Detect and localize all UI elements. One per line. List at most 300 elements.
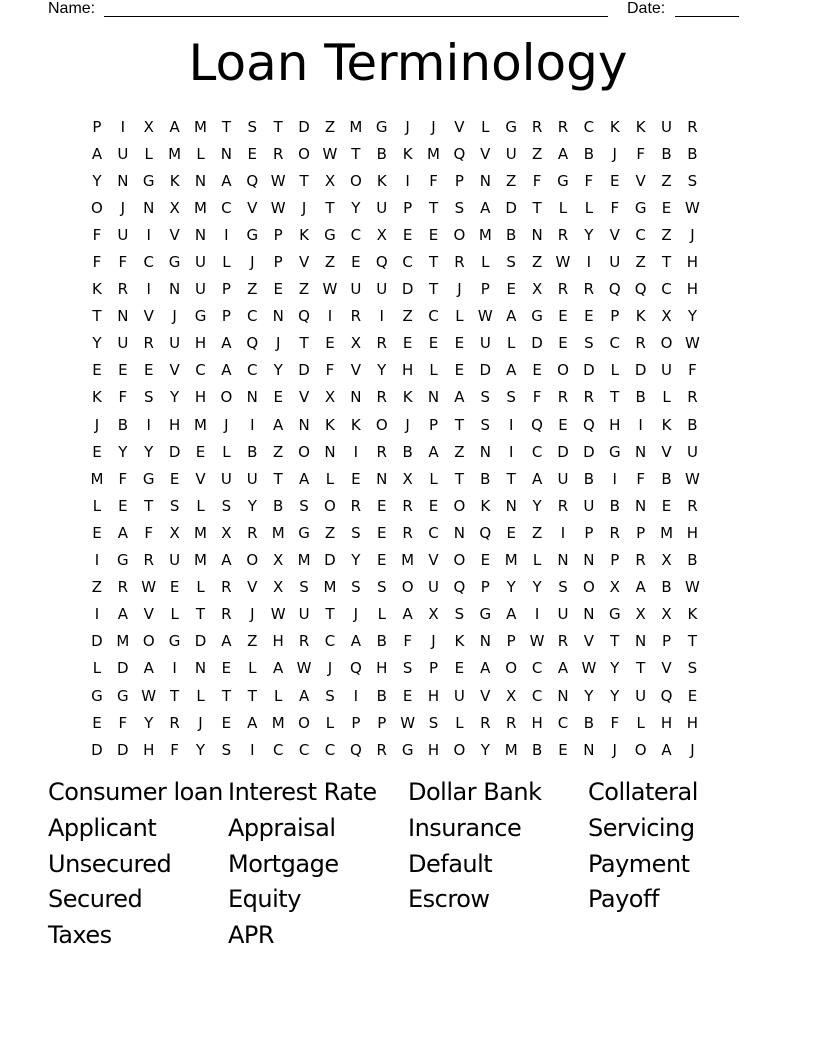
- grid-letter[interactable]: U: [298, 605, 310, 624]
- grid-letter[interactable]: D: [117, 659, 129, 678]
- grid-letter[interactable]: J: [353, 605, 359, 624]
- grid-letter[interactable]: P: [273, 253, 283, 272]
- grid-letter[interactable]: U: [557, 469, 569, 488]
- grid-letter[interactable]: V: [661, 659, 672, 678]
- grid-letter[interactable]: A: [169, 117, 180, 136]
- grid-letter[interactable]: T: [687, 632, 698, 651]
- grid-letter[interactable]: U: [117, 144, 129, 163]
- grid-letter[interactable]: P: [92, 117, 102, 136]
- grid-letter[interactable]: R: [687, 496, 698, 515]
- grid-letter[interactable]: N: [220, 144, 233, 163]
- grid-letter[interactable]: W: [141, 578, 157, 597]
- grid-letter[interactable]: N: [298, 415, 310, 434]
- grid-letter[interactable]: W: [555, 253, 571, 272]
- grid-letter[interactable]: O: [453, 496, 466, 515]
- grid-letter[interactable]: M: [194, 523, 207, 542]
- grid-letter[interactable]: E: [273, 280, 283, 299]
- grid-letter[interactable]: R: [143, 551, 154, 570]
- grid-letter[interactable]: I: [146, 280, 151, 299]
- grid-letter[interactable]: Q: [246, 334, 259, 353]
- grid-letter[interactable]: Y: [584, 225, 594, 244]
- grid-letter[interactable]: U: [169, 551, 181, 570]
- grid-letter[interactable]: M: [194, 117, 207, 136]
- grid-letter[interactable]: E: [480, 551, 491, 570]
- grid-letter[interactable]: L: [610, 361, 619, 380]
- grid-letter[interactable]: F: [118, 469, 128, 488]
- grid-letter[interactable]: F: [92, 225, 102, 244]
- grid-letter[interactable]: Z: [531, 523, 543, 542]
- grid-letter[interactable]: E: [428, 334, 439, 353]
- grid-letter[interactable]: P: [636, 523, 646, 542]
- grid-letter[interactable]: S: [454, 605, 465, 624]
- grid-letter[interactable]: O: [453, 740, 466, 759]
- grid-letter[interactable]: Q: [608, 280, 621, 299]
- grid-letter[interactable]: E: [221, 659, 232, 678]
- grid-letter[interactable]: T: [325, 198, 335, 217]
- grid-letter[interactable]: I: [120, 117, 126, 136]
- grid-letter[interactable]: S: [687, 659, 698, 678]
- grid-letter[interactable]: X: [428, 605, 439, 624]
- grid-letter[interactable]: T: [170, 686, 180, 705]
- grid-letter[interactable]: V: [428, 551, 439, 570]
- grid-letter[interactable]: R: [169, 713, 180, 732]
- grid-letter[interactable]: C: [583, 117, 595, 136]
- grid-letter[interactable]: Z: [661, 171, 672, 190]
- grid-letter[interactable]: T: [221, 117, 231, 136]
- grid-letter[interactable]: Y: [144, 713, 154, 732]
- grid-letter[interactable]: U: [428, 578, 440, 597]
- grid-letter[interactable]: A: [117, 523, 128, 542]
- grid-letter[interactable]: I: [250, 740, 255, 759]
- grid-letter[interactable]: Z: [661, 225, 672, 244]
- grid-letter[interactable]: B: [635, 388, 646, 407]
- grid-letter[interactable]: P: [377, 713, 387, 732]
- grid-letter[interactable]: R: [221, 578, 232, 597]
- grid-letter[interactable]: S: [584, 334, 594, 353]
- name-blank-line[interactable]: [104, 16, 608, 17]
- grid-letter[interactable]: E: [92, 361, 102, 380]
- grid-letter[interactable]: E: [584, 307, 594, 326]
- grid-letter[interactable]: J: [172, 307, 177, 326]
- grid-letter[interactable]: E: [687, 686, 698, 705]
- grid-letter[interactable]: C: [350, 225, 362, 244]
- grid-letter[interactable]: A: [247, 713, 258, 732]
- grid-letter[interactable]: B: [687, 551, 698, 570]
- grid-letter[interactable]: B: [687, 415, 698, 434]
- grid-letter[interactable]: B: [609, 496, 620, 515]
- grid-letter[interactable]: L: [481, 253, 490, 272]
- grid-letter[interactable]: E: [558, 307, 568, 326]
- grid-letter[interactable]: N: [583, 605, 595, 624]
- grid-letter[interactable]: H: [686, 523, 699, 542]
- grid-letter[interactable]: A: [506, 361, 517, 380]
- grid-letter[interactable]: D: [298, 117, 310, 136]
- grid-letter[interactable]: A: [273, 415, 284, 434]
- grid-letter[interactable]: F: [610, 198, 620, 217]
- grid-letter[interactable]: G: [194, 307, 207, 326]
- grid-letter[interactable]: S: [428, 713, 439, 732]
- grid-letter[interactable]: L: [222, 253, 231, 272]
- grid-letter[interactable]: M: [194, 551, 207, 570]
- grid-letter[interactable]: O: [453, 551, 466, 570]
- grid-letter[interactable]: E: [558, 740, 568, 759]
- grid-letter[interactable]: T: [299, 334, 309, 353]
- grid-letter[interactable]: U: [479, 334, 491, 353]
- grid-letter[interactable]: B: [583, 713, 595, 732]
- grid-letter[interactable]: G: [401, 740, 414, 759]
- grid-letter[interactable]: W: [477, 307, 493, 326]
- grid-letter[interactable]: P: [403, 198, 413, 217]
- grid-letter[interactable]: A: [221, 551, 232, 570]
- grid-letter[interactable]: E: [92, 442, 102, 461]
- grid-letter[interactable]: R: [221, 605, 232, 624]
- grid-letter[interactable]: N: [479, 442, 491, 461]
- grid-letter[interactable]: I: [586, 253, 592, 272]
- grid-letter[interactable]: G: [324, 225, 336, 244]
- grid-letter[interactable]: W: [685, 334, 700, 353]
- grid-letter[interactable]: C: [661, 280, 672, 299]
- grid-letter[interactable]: Y: [610, 686, 620, 705]
- grid-letter[interactable]: R: [376, 442, 387, 461]
- grid-letter[interactable]: G: [298, 523, 310, 542]
- grid-letter[interactable]: P: [506, 632, 516, 651]
- grid-letter[interactable]: S: [221, 740, 232, 759]
- grid-letter[interactable]: W: [141, 686, 157, 705]
- grid-letter[interactable]: T: [636, 659, 646, 678]
- grid-letter[interactable]: Y: [351, 551, 361, 570]
- grid-letter[interactable]: Y: [118, 442, 128, 461]
- grid-letter[interactable]: O: [298, 144, 310, 163]
- grid-letter[interactable]: N: [583, 740, 595, 759]
- grid-letter[interactable]: E: [351, 469, 361, 488]
- grid-letter[interactable]: P: [480, 578, 490, 597]
- grid-letter[interactable]: I: [353, 686, 359, 705]
- grid-letter[interactable]: Y: [92, 334, 102, 353]
- grid-letter[interactable]: S: [480, 388, 491, 407]
- grid-letter[interactable]: M: [116, 632, 130, 651]
- grid-letter[interactable]: Y: [377, 361, 387, 380]
- grid-letter[interactable]: X: [143, 117, 154, 136]
- grid-letter[interactable]: Z: [324, 523, 336, 542]
- grid-letter[interactable]: Y: [480, 740, 490, 759]
- grid-letter[interactable]: Q: [634, 280, 647, 299]
- grid-letter[interactable]: L: [196, 686, 205, 705]
- grid-letter[interactable]: T: [195, 605, 206, 624]
- grid-letter[interactable]: A: [221, 334, 232, 353]
- grid-letter[interactable]: T: [273, 117, 283, 136]
- grid-letter[interactable]: F: [584, 171, 594, 190]
- grid-letter[interactable]: J: [405, 415, 410, 434]
- grid-letter[interactable]: T: [273, 469, 283, 488]
- grid-letter[interactable]: U: [376, 198, 388, 217]
- grid-letter[interactable]: Z: [247, 280, 258, 299]
- grid-letter[interactable]: P: [221, 307, 231, 326]
- grid-letter[interactable]: M: [271, 713, 285, 732]
- grid-letter[interactable]: E: [221, 713, 232, 732]
- grid-letter[interactable]: E: [661, 198, 672, 217]
- grid-letter[interactable]: R: [247, 523, 258, 542]
- grid-letter[interactable]: V: [298, 253, 310, 272]
- grid-letter[interactable]: P: [610, 551, 620, 570]
- grid-letter[interactable]: V: [298, 388, 310, 407]
- grid-letter[interactable]: D: [557, 442, 569, 461]
- grid-letter[interactable]: L: [325, 469, 335, 488]
- grid-letter[interactable]: N: [246, 388, 258, 407]
- grid-letter[interactable]: K: [350, 415, 361, 434]
- grid-letter[interactable]: B: [402, 442, 413, 461]
- grid-letter[interactable]: L: [584, 198, 594, 217]
- grid-letter[interactable]: K: [402, 388, 413, 407]
- grid-letter[interactable]: C: [298, 740, 310, 759]
- grid-letter[interactable]: X: [169, 198, 180, 217]
- grid-letter[interactable]: R: [117, 280, 129, 299]
- grid-letter[interactable]: X: [350, 334, 361, 353]
- grid-letter[interactable]: E: [325, 334, 335, 353]
- grid-letter[interactable]: E: [377, 523, 387, 542]
- grid-letter[interactable]: E: [661, 496, 672, 515]
- grid-letter[interactable]: N: [194, 171, 207, 190]
- grid-letter[interactable]: O: [453, 225, 466, 244]
- grid-letter[interactable]: M: [168, 144, 182, 163]
- grid-letter[interactable]: H: [401, 361, 414, 380]
- grid-letter[interactable]: A: [143, 659, 154, 678]
- grid-letter[interactable]: E: [351, 253, 361, 272]
- grid-letter[interactable]: R: [635, 551, 646, 570]
- grid-letter[interactable]: L: [196, 496, 205, 515]
- grid-letter[interactable]: H: [376, 659, 388, 678]
- grid-letter[interactable]: Q: [479, 523, 492, 542]
- grid-letter[interactable]: L: [532, 551, 542, 570]
- grid-letter[interactable]: A: [298, 686, 310, 705]
- grid-letter[interactable]: B: [661, 469, 672, 488]
- grid-letter[interactable]: M: [323, 578, 337, 597]
- grid-letter[interactable]: H: [427, 686, 440, 705]
- grid-letter[interactable]: L: [92, 496, 102, 515]
- grid-letter[interactable]: V: [609, 225, 620, 244]
- grid-letter[interactable]: L: [325, 713, 335, 732]
- grid-letter[interactable]: V: [247, 578, 258, 597]
- grid-letter[interactable]: E: [195, 442, 206, 461]
- grid-letter[interactable]: F: [118, 388, 128, 407]
- grid-letter[interactable]: E: [532, 361, 542, 380]
- grid-letter[interactable]: X: [506, 686, 517, 705]
- grid-letter[interactable]: A: [557, 144, 569, 163]
- grid-letter[interactable]: K: [480, 496, 491, 515]
- grid-letter[interactable]: B: [583, 469, 595, 488]
- grid-letter[interactable]: Z: [402, 307, 413, 326]
- grid-letter[interactable]: K: [169, 171, 180, 190]
- grid-letter[interactable]: T: [299, 171, 309, 190]
- grid-letter[interactable]: E: [143, 361, 154, 380]
- grid-letter[interactable]: P: [454, 171, 464, 190]
- grid-letter[interactable]: D: [505, 198, 517, 217]
- grid-letter[interactable]: L: [429, 469, 438, 488]
- grid-letter[interactable]: M: [90, 469, 104, 488]
- grid-letter[interactable]: W: [270, 605, 286, 624]
- grid-letter[interactable]: R: [687, 117, 698, 136]
- grid-letter[interactable]: T: [325, 605, 335, 624]
- grid-letter[interactable]: O: [660, 334, 673, 353]
- grid-letter[interactable]: C: [609, 334, 620, 353]
- grid-letter[interactable]: E: [118, 496, 128, 515]
- grid-letter[interactable]: C: [324, 632, 336, 651]
- grid-letter[interactable]: H: [143, 740, 155, 759]
- grid-letter[interactable]: H: [686, 253, 699, 272]
- grid-letter[interactable]: G: [168, 632, 181, 651]
- grid-letter[interactable]: K: [454, 632, 465, 651]
- grid-letter[interactable]: I: [224, 225, 229, 244]
- grid-letter[interactable]: U: [220, 469, 232, 488]
- grid-letter[interactable]: T: [428, 280, 439, 299]
- grid-letter[interactable]: F: [636, 469, 645, 488]
- grid-letter[interactable]: F: [170, 740, 179, 759]
- grid-letter[interactable]: W: [322, 144, 338, 163]
- grid-letter[interactable]: Y: [92, 171, 102, 190]
- grid-letter[interactable]: F: [144, 523, 154, 542]
- grid-letter[interactable]: U: [505, 144, 517, 163]
- grid-letter[interactable]: Q: [246, 171, 259, 190]
- grid-letter[interactable]: T: [428, 253, 439, 272]
- grid-letter[interactable]: F: [610, 713, 620, 732]
- grid-letter[interactable]: E: [402, 686, 413, 705]
- grid-letter[interactable]: A: [635, 578, 646, 597]
- grid-letter[interactable]: I: [353, 442, 359, 461]
- grid-letter[interactable]: R: [402, 496, 413, 515]
- grid-letter[interactable]: Z: [506, 171, 517, 190]
- grid-letter[interactable]: H: [194, 388, 207, 407]
- grid-letter[interactable]: O: [298, 442, 310, 461]
- grid-letter[interactable]: E: [118, 361, 128, 380]
- grid-letter[interactable]: M: [660, 523, 674, 542]
- grid-letter[interactable]: S: [143, 388, 154, 407]
- grid-letter[interactable]: G: [375, 117, 388, 136]
- grid-letter[interactable]: E: [558, 334, 568, 353]
- grid-letter[interactable]: O: [557, 361, 569, 380]
- grid-letter[interactable]: B: [247, 442, 258, 461]
- grid-letter[interactable]: G: [557, 171, 569, 190]
- grid-letter[interactable]: Y: [351, 198, 361, 217]
- grid-letter[interactable]: I: [508, 415, 514, 434]
- grid-letter[interactable]: U: [661, 361, 673, 380]
- grid-letter[interactable]: M: [194, 198, 207, 217]
- grid-letter[interactable]: D: [531, 334, 543, 353]
- grid-letter[interactable]: D: [194, 632, 207, 651]
- grid-letter[interactable]: V: [169, 361, 180, 380]
- grid-letter[interactable]: X: [273, 578, 284, 597]
- grid-letter[interactable]: R: [583, 280, 595, 299]
- grid-letter[interactable]: U: [246, 469, 258, 488]
- grid-letter[interactable]: Y: [247, 496, 257, 515]
- grid-letter[interactable]: S: [299, 578, 309, 597]
- grid-letter[interactable]: I: [94, 605, 100, 624]
- grid-letter[interactable]: X: [273, 551, 284, 570]
- grid-letter[interactable]: V: [350, 361, 361, 380]
- grid-letter[interactable]: P: [480, 280, 490, 299]
- grid-letter[interactable]: K: [609, 117, 620, 136]
- grid-letter[interactable]: C: [272, 740, 284, 759]
- grid-letter[interactable]: G: [142, 171, 155, 190]
- grid-letter[interactable]: C: [531, 659, 543, 678]
- grid-letter[interactable]: E: [92, 523, 102, 542]
- grid-letter[interactable]: Q: [660, 686, 673, 705]
- grid-letter[interactable]: N: [169, 280, 181, 299]
- grid-letter[interactable]: X: [531, 280, 543, 299]
- grid-letter[interactable]: F: [118, 713, 128, 732]
- grid-letter[interactable]: A: [557, 659, 569, 678]
- grid-letter[interactable]: N: [531, 225, 543, 244]
- grid-letter[interactable]: H: [686, 713, 699, 732]
- grid-letter[interactable]: T: [221, 686, 231, 705]
- grid-letter[interactable]: X: [635, 605, 646, 624]
- grid-letter[interactable]: N: [453, 523, 466, 542]
- grid-letter[interactable]: J: [612, 144, 617, 163]
- grid-letter[interactable]: U: [117, 334, 129, 353]
- grid-letter[interactable]: C: [428, 523, 439, 542]
- grid-letter[interactable]: L: [662, 388, 671, 407]
- grid-letter[interactable]: Z: [531, 253, 543, 272]
- grid-letter[interactable]: A: [531, 469, 543, 488]
- grid-letter[interactable]: S: [376, 578, 387, 597]
- grid-letter[interactable]: S: [506, 253, 516, 272]
- grid-letter[interactable]: O: [634, 740, 647, 759]
- grid-letter[interactable]: O: [582, 578, 595, 597]
- grid-letter[interactable]: J: [198, 713, 203, 732]
- grid-letter[interactable]: V: [661, 442, 672, 461]
- grid-letter[interactable]: E: [506, 280, 516, 299]
- grid-letter[interactable]: K: [92, 280, 102, 299]
- grid-letter[interactable]: T: [532, 198, 542, 217]
- grid-letter[interactable]: B: [273, 496, 284, 515]
- grid-letter[interactable]: O: [142, 632, 155, 651]
- grid-letter[interactable]: L: [429, 361, 438, 380]
- grid-letter[interactable]: X: [376, 225, 387, 244]
- grid-letter[interactable]: N: [505, 496, 517, 515]
- grid-letter[interactable]: Y: [506, 578, 516, 597]
- grid-letter[interactable]: C: [247, 307, 258, 326]
- grid-letter[interactable]: C: [531, 686, 543, 705]
- grid-letter[interactable]: L: [558, 198, 568, 217]
- grid-letter[interactable]: R: [480, 713, 491, 732]
- grid-letter[interactable]: W: [685, 469, 700, 488]
- grid-letter[interactable]: E: [428, 496, 439, 515]
- grid-letter[interactable]: Z: [273, 442, 284, 461]
- grid-letter[interactable]: T: [144, 496, 154, 515]
- grid-letter[interactable]: R: [557, 388, 569, 407]
- grid-letter[interactable]: H: [660, 713, 673, 732]
- grid-letter[interactable]: U: [635, 686, 647, 705]
- grid-letter[interactable]: F: [636, 144, 645, 163]
- grid-letter[interactable]: M: [504, 551, 518, 570]
- grid-letter[interactable]: S: [351, 578, 361, 597]
- grid-letter[interactable]: M: [194, 415, 207, 434]
- grid-letter[interactable]: J: [301, 198, 307, 217]
- grid-letter[interactable]: A: [661, 740, 672, 759]
- grid-letter[interactable]: M: [271, 523, 285, 542]
- grid-letter[interactable]: O: [505, 659, 518, 678]
- grid-letter[interactable]: Z: [635, 253, 646, 272]
- grid-letter[interactable]: E: [558, 415, 568, 434]
- grid-letter[interactable]: G: [479, 605, 492, 624]
- grid-letter[interactable]: S: [351, 523, 361, 542]
- grid-letter[interactable]: P: [351, 713, 361, 732]
- grid-letter[interactable]: A: [428, 442, 439, 461]
- grid-letter[interactable]: J: [224, 415, 229, 434]
- grid-letter[interactable]: R: [376, 334, 387, 353]
- grid-letter[interactable]: S: [402, 659, 413, 678]
- grid-letter[interactable]: E: [247, 144, 258, 163]
- grid-letter[interactable]: G: [608, 605, 621, 624]
- grid-letter[interactable]: T: [610, 388, 620, 407]
